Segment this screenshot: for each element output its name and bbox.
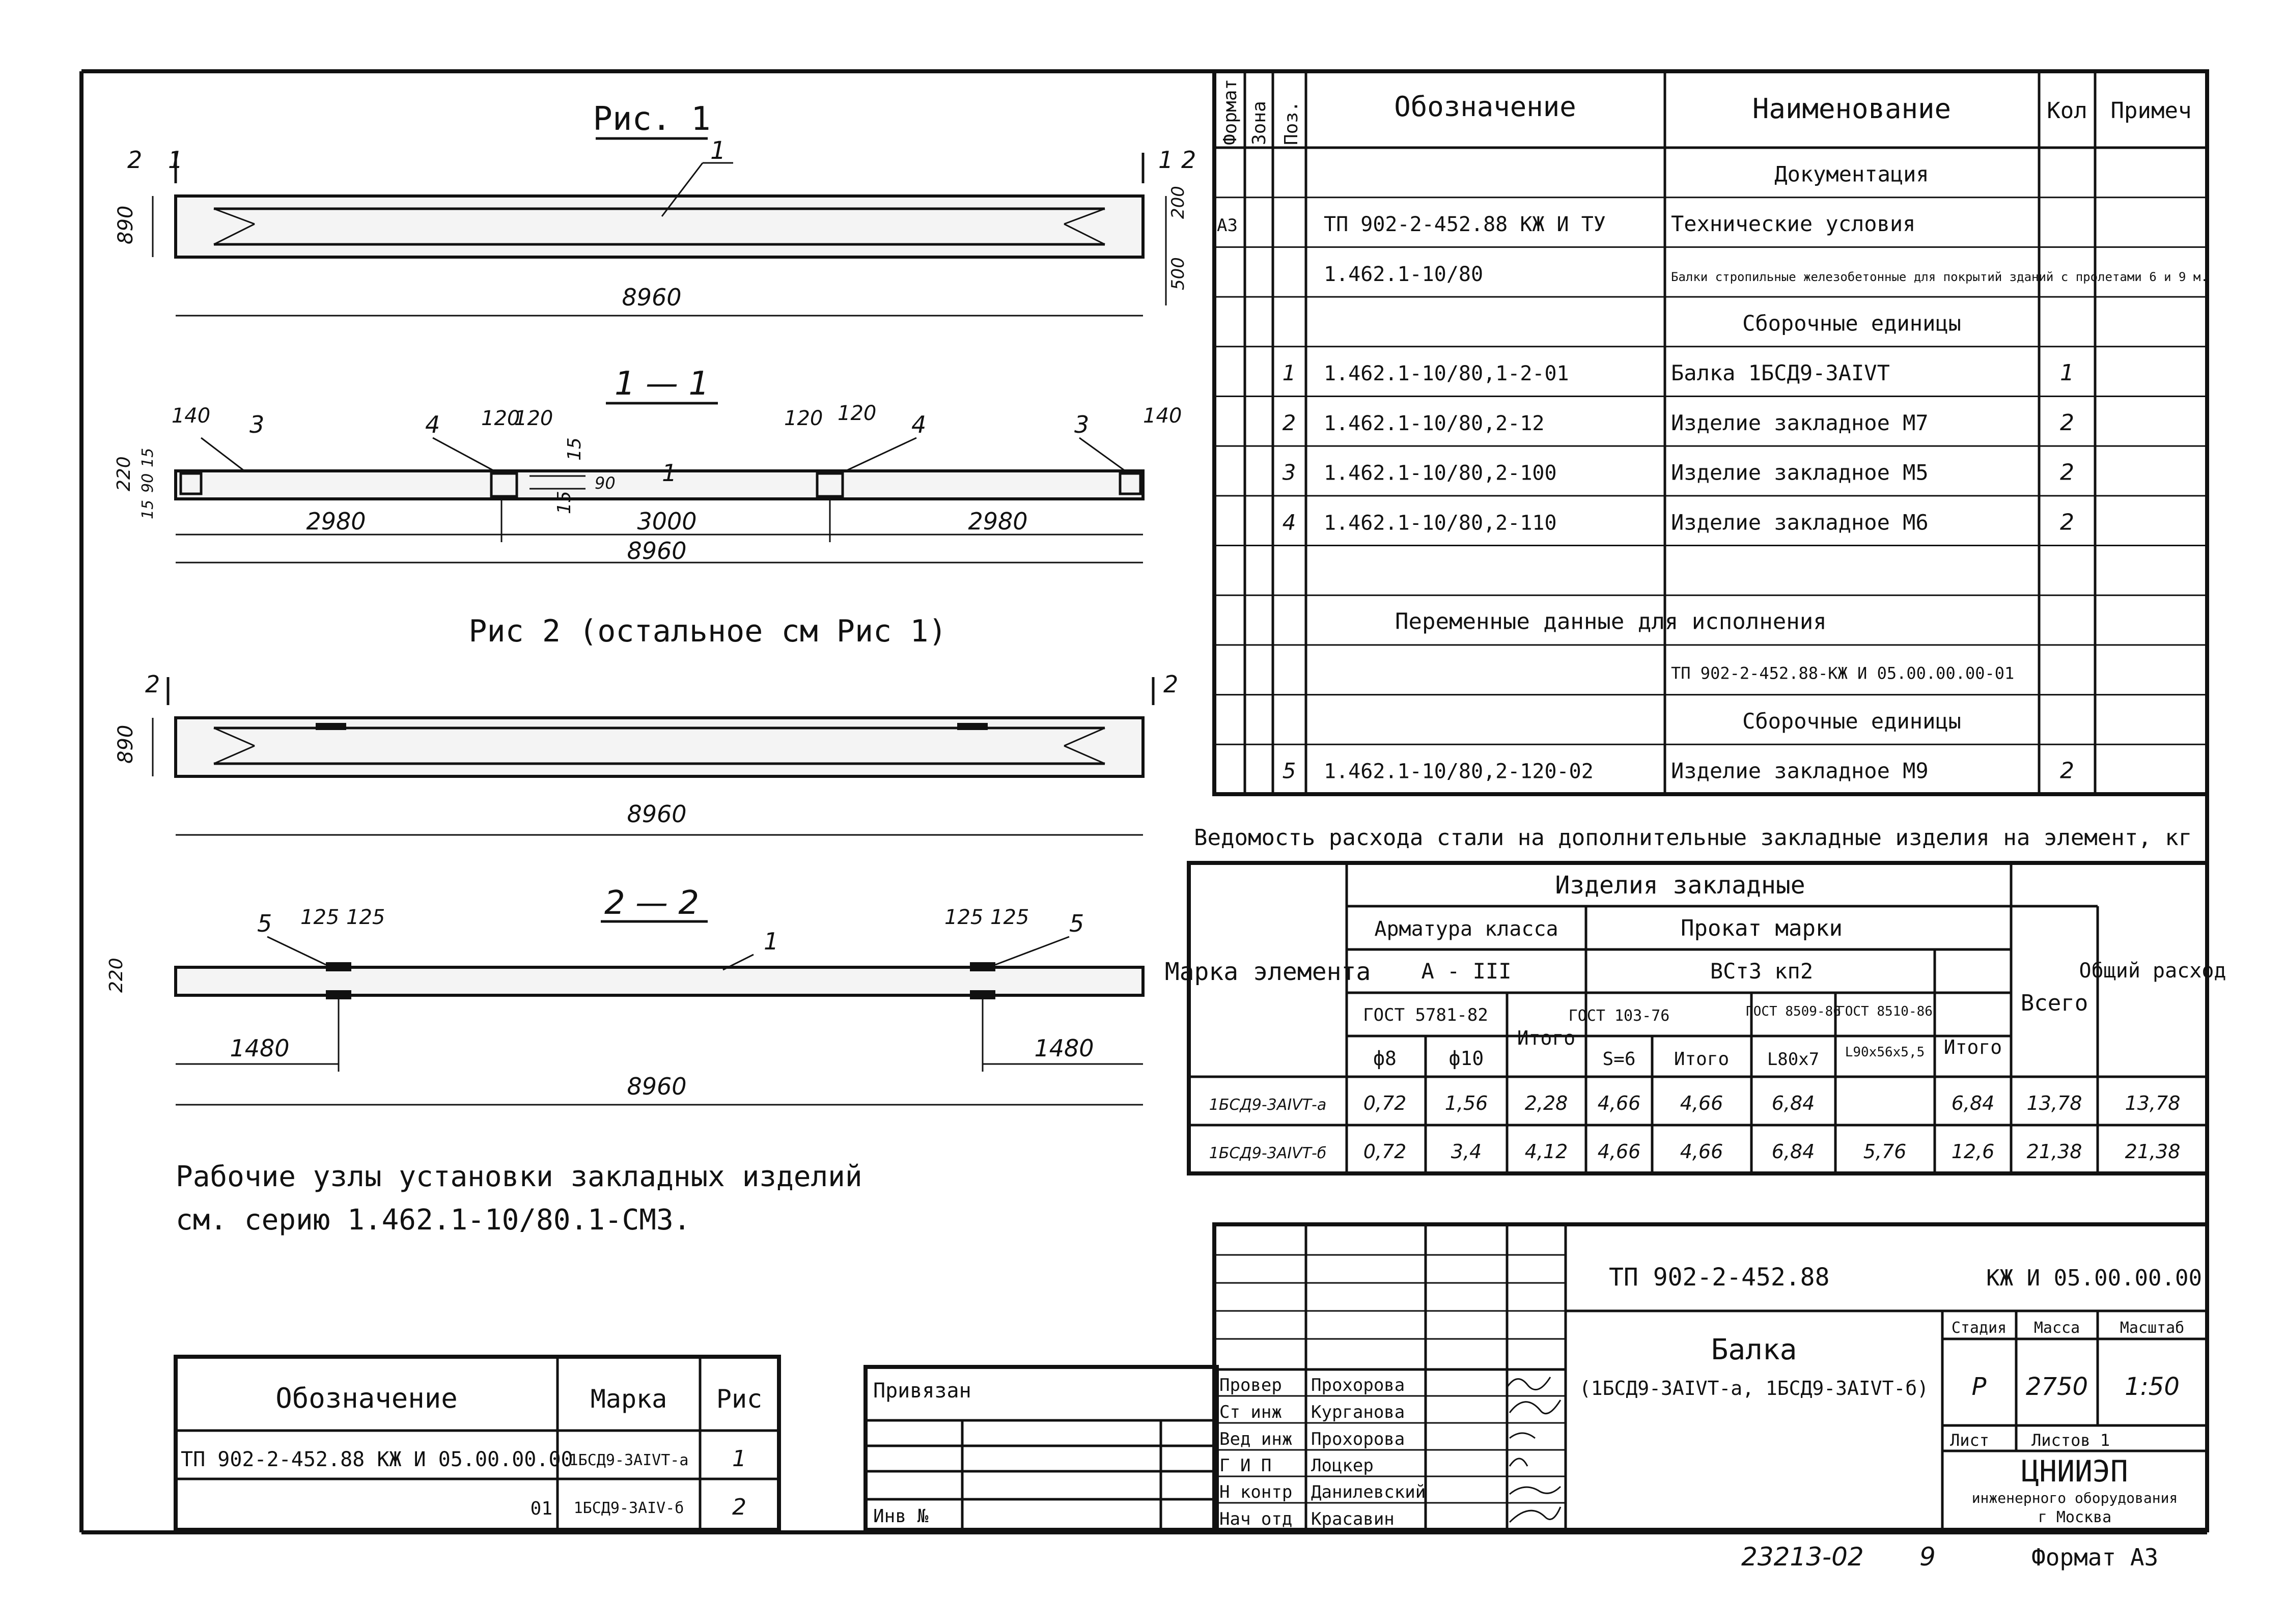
svg-text:L80x7: L80x7 — [1767, 1049, 1820, 1070]
stamp-role: Нач отд — [1219, 1509, 1293, 1529]
stamp-role-row — [1219, 1402, 1405, 1422]
steel-cell-phi8: 0,72 — [1363, 1092, 1407, 1114]
svg-text:Обозначение: Обозначение — [1394, 91, 1576, 123]
spec-name: Сборочные единицы — [1742, 311, 1961, 336]
svg-text:г Москва: г Москва — [2038, 1508, 2112, 1526]
svg-text:см. серию 1.462.1-10/80.1-СМ3.: см. серию 1.462.1-10/80.1-СМ3. — [176, 1203, 691, 1237]
svg-text:Рис 2 (остальное см Рис 1): Рис 2 (остальное см Рис 1) — [468, 613, 947, 649]
svg-text:2: 2 — [1181, 146, 1196, 174]
svg-text:S=6: S=6 — [1602, 1049, 1636, 1070]
svg-text:Поз.: Поз. — [1281, 101, 1302, 145]
svg-text:1: 1 — [764, 928, 779, 955]
svg-text:125: 125 — [944, 906, 984, 929]
spec-name: Изделие закладное М9 — [1671, 758, 1929, 783]
svg-text:Всего: Всего — [2020, 990, 2088, 1016]
steel-cell-phi10: 3,4 — [1451, 1140, 1482, 1163]
stamp-person: Лоцкер — [1311, 1455, 1374, 1476]
svg-text:90: 90 — [139, 473, 157, 493]
section-1-1 — [114, 365, 1182, 565]
svg-text:Общий расход: Общий расход — [2079, 959, 2226, 983]
svg-text:ГОСТ 8509-86: ГОСТ 8509-86 — [1745, 1004, 1841, 1019]
svg-text:Рабочие узлы установки закладн: Рабочие узлы установки закладных изделий — [176, 1160, 862, 1193]
marks-table — [176, 1357, 779, 1530]
steel-cell-mark: 1БСД9-3АIVТ-а — [1209, 1096, 1327, 1114]
svg-text:23213-02: 23213-02 — [1741, 1542, 1864, 1572]
figure-1 — [114, 100, 1196, 316]
svg-text:2: 2 — [1163, 670, 1179, 698]
svg-text:Зона: Зона — [1249, 101, 1270, 145]
spec-qty: 2 — [2060, 758, 2074, 784]
svg-text:Наименование: Наименование — [1752, 93, 1952, 125]
svg-text:15: 15 — [554, 491, 575, 514]
steel-cell-total: 13,78 — [2026, 1092, 2082, 1114]
stamp-role-row — [1219, 1482, 1426, 1502]
stamp-person: Прохорова — [1311, 1375, 1405, 1395]
svg-text:8960: 8960 — [627, 537, 687, 565]
svg-text:15: 15 — [139, 447, 157, 467]
spec-row — [1217, 211, 1915, 236]
svg-text:140: 140 — [171, 404, 211, 428]
beam-section-2-2 — [176, 967, 1143, 995]
stamp-role-row — [1219, 1375, 1405, 1395]
svg-text:120: 120 — [838, 402, 877, 425]
spec-designation: 1.462.1-10/80,2-110 — [1324, 511, 1557, 535]
svg-text:3: 3 — [249, 411, 265, 438]
svg-text:890: 890 — [114, 205, 137, 244]
svg-text:120: 120 — [514, 407, 553, 430]
svg-text:ТП 902-2-452.88: ТП 902-2-452.88 — [1609, 1263, 1830, 1292]
svg-text:500: 500 — [1168, 257, 1188, 290]
svg-text:15: 15 — [564, 437, 585, 461]
steel-cell-l90: 5,76 — [1863, 1140, 1907, 1163]
svg-text:3000: 3000 — [637, 508, 697, 535]
svg-text:4: 4 — [911, 411, 927, 438]
stamp-role: Г И П — [1219, 1455, 1272, 1476]
svg-text:1:50: 1:50 — [2125, 1373, 2180, 1401]
spec-name: Балка 1БСД9-3АIVТ — [1671, 360, 1890, 386]
figure-2 — [114, 613, 1178, 835]
stamp-role: Ст инж — [1219, 1402, 1282, 1422]
svg-text:1 — 1: 1 — 1 — [614, 365, 710, 403]
steel-cell-it2: 4,66 — [1680, 1092, 1723, 1114]
svg-text:Рис: Рис — [716, 1384, 763, 1414]
svg-text:Обозначение: Обозначение — [275, 1382, 458, 1414]
spec-pos: 2 — [1282, 410, 1296, 435]
spec-row — [1324, 263, 2208, 286]
svg-text:(1БСД9-3АIVТ-а, 1БСД9-3АIVТ-б): (1БСД9-3АIVТ-а, 1БСД9-3АIVТ-б) — [1579, 1377, 1929, 1399]
svg-text:Формат А3: Формат А3 — [2031, 1544, 2159, 1571]
svg-text:Марка: Марка — [590, 1384, 667, 1414]
svg-text:4: 4 — [425, 411, 440, 438]
spec-pos: 3 — [1282, 460, 1296, 485]
note-text — [176, 1160, 862, 1237]
svg-text:2980: 2980 — [968, 508, 1028, 535]
spec-pos: 1 — [1282, 360, 1296, 386]
spec-designation: 1.462.1-10/80,2-12 — [1324, 411, 1545, 435]
stamp-person: Данилевский — [1311, 1482, 1426, 1502]
spec-row — [1283, 360, 2074, 386]
svg-text:5: 5 — [257, 910, 272, 937]
svg-text:L90x56x5,5: L90x56x5,5 — [1845, 1045, 1925, 1060]
stamp-person: Курганова — [1311, 1402, 1405, 1422]
spec-row — [1742, 311, 1961, 336]
svg-text:Изделия закладные: Изделия закладные — [1555, 871, 1805, 900]
svg-text:Кол: Кол — [2047, 98, 2087, 124]
spec-name: ТП 902-2-452.88-КЖ И 05.00.00.00-01 — [1671, 663, 2015, 683]
svg-text:инженерного оборудования: инженерного оборудования — [1971, 1490, 2178, 1506]
title-block — [866, 1224, 2207, 1530]
svg-text:9: 9 — [1919, 1542, 1936, 1572]
steel-cell-s6: 4,66 — [1597, 1140, 1641, 1163]
svg-text:Примеч: Примеч — [2110, 98, 2192, 124]
svg-text:2 — 2: 2 — 2 — [604, 884, 700, 922]
svg-text:01: 01 — [530, 1498, 552, 1519]
svg-text:125: 125 — [990, 906, 1029, 929]
svg-text:ф8: ф8 — [1373, 1047, 1397, 1070]
svg-text:Ведомость расхода стали на доп: Ведомость расхода стали на дополнительные закладные изделия на элемент, кг — [1194, 825, 2192, 851]
svg-text:8960: 8960 — [627, 1073, 687, 1100]
svg-text:2980: 2980 — [306, 508, 366, 535]
stamp-role: Провер — [1219, 1375, 1282, 1395]
svg-text:8960: 8960 — [627, 800, 687, 828]
svg-text:140: 140 — [1143, 404, 1182, 428]
svg-text:1: 1 — [1158, 146, 1174, 174]
svg-text:1БСД9-3АIVТ-а: 1БСД9-3АIVТ-а — [569, 1451, 689, 1469]
svg-text:Марка элемента: Марка элемента — [1164, 958, 1371, 986]
svg-text:1БСД9-3АIV-б: 1БСД9-3АIV-б — [573, 1499, 684, 1517]
svg-text:ГОСТ 5781-82: ГОСТ 5781-82 — [1363, 1005, 1488, 1025]
svg-text:3: 3 — [1074, 411, 1090, 438]
spec-row — [1395, 609, 1827, 635]
svg-text:2: 2 — [127, 146, 143, 174]
svg-text:КЖ И 05.00.00.00: КЖ И 05.00.00.00 — [1986, 1265, 2202, 1291]
svg-text:1480: 1480 — [230, 1034, 290, 1062]
spec-row — [1671, 663, 2014, 683]
spec-row — [1283, 410, 2074, 436]
beam-section-1-1 — [176, 471, 1143, 499]
svg-text:220: 220 — [106, 958, 127, 993]
svg-text:Листов 1: Листов 1 — [2031, 1431, 2110, 1450]
spec-name: Балки стропильные железобетонные для покрытий зданий с пролетами 6 и 9 м. — [1671, 269, 2208, 284]
steel-cell-it1: 4,12 — [1524, 1140, 1568, 1163]
steel-cell-phi10: 1,56 — [1444, 1092, 1488, 1114]
spec-row — [1283, 758, 2074, 784]
svg-text:Масса: Масса — [2033, 1319, 2080, 1337]
stamp-role-row — [1219, 1455, 1374, 1476]
spec-designation: Переменные данные для исполнения — [1395, 608, 1827, 635]
spec-qty: 2 — [2060, 509, 2074, 536]
svg-text:Итого: Итого — [1674, 1049, 1730, 1070]
spec-format: А3 — [1217, 215, 1238, 236]
svg-text:Прокат марки: Прокат марки — [1681, 915, 1843, 941]
section-2-2 — [106, 884, 1143, 1105]
steel-cell-it1: 2,28 — [1524, 1092, 1568, 1114]
spec-designation: 1.462.1-10/80,1-2-01 — [1324, 362, 1569, 386]
spec-row — [1283, 460, 2074, 486]
svg-text:ТП 902-2-452.88 КЖ И 05.00.00.: ТП 902-2-452.88 КЖ И 05.00.00.00 — [181, 1448, 573, 1471]
svg-text:890: 890 — [114, 724, 137, 764]
spec-qty: 2 — [2060, 459, 2074, 486]
svg-text:2750: 2750 — [2025, 1373, 2088, 1401]
spec-designation: 1.462.1-10/80,2-100 — [1324, 461, 1557, 485]
steel-cell-general: 13,78 — [2125, 1092, 2181, 1114]
svg-text:Формат: Формат — [1220, 78, 1241, 145]
steel-cell-total: 21,38 — [2026, 1140, 2082, 1163]
svg-text:ГОСТ 103-76: ГОСТ 103-76 — [1568, 1007, 1670, 1025]
sheet-frame — [81, 71, 2207, 1532]
svg-text:Р: Р — [1971, 1373, 1987, 1401]
svg-text:5: 5 — [1069, 910, 1084, 937]
spec-qty: 1 — [2060, 360, 2074, 386]
spec-row — [1283, 509, 2074, 535]
footer — [1741, 1542, 2158, 1572]
steel-cell-general: 21,38 — [2125, 1140, 2181, 1163]
spec-name: Изделие закладное М5 — [1671, 460, 1929, 485]
spec-row — [1742, 709, 1961, 734]
svg-text:А - III: А - III — [1421, 959, 1512, 984]
spec-name: Изделие закладное М7 — [1671, 410, 1929, 435]
spec-qty: 2 — [2060, 409, 2074, 436]
svg-text:1: 1 — [662, 459, 677, 487]
steel-cell-s6: 4,66 — [1597, 1092, 1641, 1114]
steel-row — [1209, 1092, 2181, 1114]
svg-text:2: 2 — [145, 670, 160, 698]
svg-text:Стадия: Стадия — [1951, 1319, 2007, 1337]
svg-text:Масштаб: Масштаб — [2120, 1319, 2185, 1337]
stamp-role-row — [1219, 1429, 1405, 1449]
svg-text:220: 220 — [114, 456, 134, 491]
spec-name: Технические условия — [1671, 211, 1916, 237]
spec-name: Документация — [1774, 161, 1929, 187]
stamp-role: Н контр — [1219, 1482, 1293, 1502]
svg-text:ГОСТ 8510-86: ГОСТ 8510-86 — [1837, 1004, 1933, 1019]
spec-name: Изделие закладное М6 — [1671, 510, 1929, 535]
steel-consumption-table — [1165, 825, 2226, 1173]
svg-text:Привязан: Привязан — [873, 1379, 971, 1403]
svg-text:Итого: Итого — [1517, 1027, 1576, 1049]
steel-cell-l80: 6,84 — [1771, 1092, 1815, 1114]
svg-text:Лист: Лист — [1950, 1431, 1990, 1450]
svg-text:Итого: Итого — [1943, 1036, 2002, 1058]
svg-text:Инв №: Инв № — [873, 1506, 929, 1527]
spec-designation: 1.462.1-10/80,2-120-02 — [1324, 760, 1594, 783]
svg-text:1: 1 — [732, 1446, 746, 1472]
steel-row — [1209, 1140, 2181, 1163]
beam-elevation-1 — [176, 196, 1143, 257]
svg-text:ф10: ф10 — [1448, 1047, 1484, 1070]
stamp-person: Прохорова — [1311, 1429, 1405, 1449]
figure-1-title: Рис. 1 — [593, 100, 711, 138]
stamp-role: Вед инж — [1219, 1429, 1293, 1449]
steel-cell-mark: 1БСД9-3АIVТ-б — [1209, 1144, 1327, 1162]
svg-text:2: 2 — [732, 1494, 746, 1520]
spec-pos: 5 — [1282, 758, 1296, 783]
steel-cell-phi8: 0,72 — [1363, 1140, 1407, 1163]
svg-text:Арматура класса: Арматура класса — [1374, 917, 1558, 941]
svg-text:120: 120 — [481, 407, 520, 430]
svg-text:1: 1 — [710, 136, 726, 165]
steel-cell-it3: 12,6 — [1951, 1140, 1995, 1163]
svg-text:1480: 1480 — [1034, 1034, 1094, 1062]
svg-text:15: 15 — [139, 499, 157, 519]
svg-text:Балка: Балка — [1711, 1333, 1797, 1366]
spec-name: Сборочные единицы — [1742, 709, 1961, 734]
spec-pos: 4 — [1282, 510, 1296, 535]
svg-text:120: 120 — [784, 407, 823, 430]
svg-text:ВСт3 кп2: ВСт3 кп2 — [1710, 959, 1814, 984]
svg-text:1: 1 — [168, 146, 183, 174]
steel-cell-it3: 6,84 — [1951, 1092, 1995, 1114]
svg-text:125: 125 — [346, 906, 385, 929]
svg-text:8960: 8960 — [622, 284, 682, 311]
spec-designation: 1.462.1-10/80 — [1324, 262, 1484, 286]
spec-row — [1774, 161, 1929, 186]
specification-table — [1214, 71, 2208, 794]
svg-text:200: 200 — [1168, 186, 1188, 219]
steel-cell-l80: 6,84 — [1771, 1140, 1815, 1163]
steel-cell-it2: 4,66 — [1680, 1140, 1723, 1163]
stamp-person: Красавин — [1311, 1509, 1395, 1529]
svg-text:125: 125 — [300, 906, 340, 929]
spec-designation: ТП 902-2-452.88 КЖ И ТУ — [1324, 213, 1606, 237]
svg-text:ЦНИИЭП: ЦНИИЭП — [2021, 1454, 2128, 1489]
svg-text:90: 90 — [595, 473, 616, 493]
